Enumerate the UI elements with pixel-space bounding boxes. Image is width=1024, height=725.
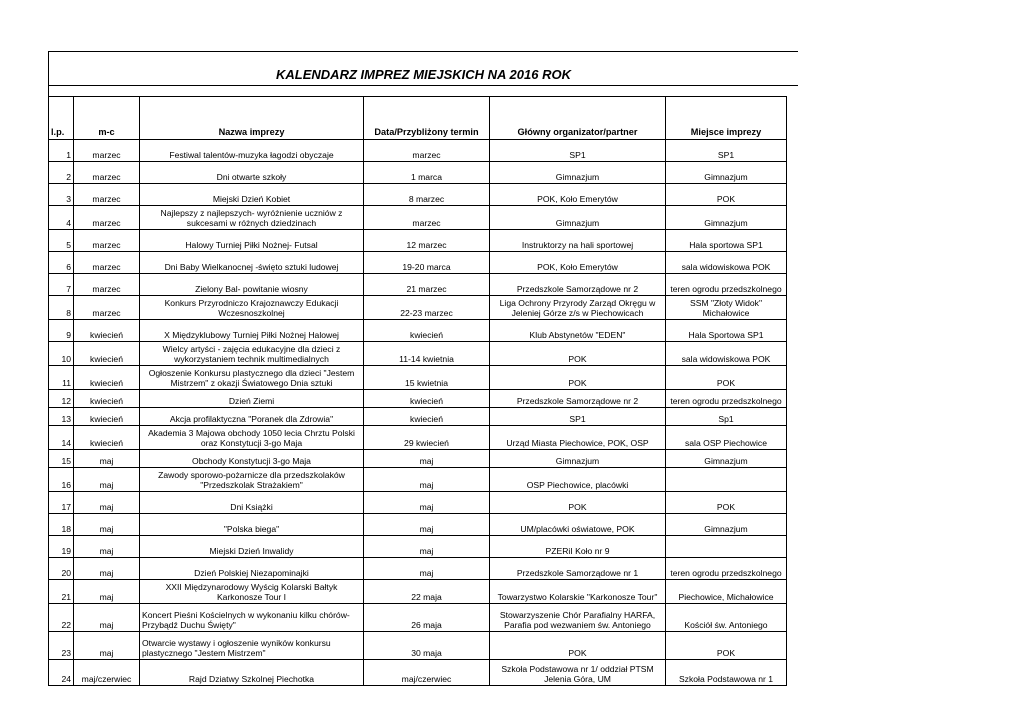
table-row xyxy=(49,296,787,320)
row-event-name: Akcja profilaktyczna "Poranek dla Zdrowia" xyxy=(140,408,364,426)
row-number: 14 xyxy=(49,426,74,450)
row-month: maj xyxy=(74,450,140,468)
row-date: 26 maja xyxy=(364,604,490,632)
row-organizer: Liga Ochrony Przyrody Zarząd Okręgu w Jeleniej Górze z/s w Piechowicach xyxy=(490,296,666,320)
row-month: marzec xyxy=(74,274,140,296)
row-place: POK xyxy=(666,492,787,514)
row-number: 5 xyxy=(49,230,74,252)
header-place: Miejsce imprezy xyxy=(666,97,787,140)
table-row xyxy=(49,604,787,632)
table-row xyxy=(49,206,787,230)
row-organizer: Gimnazjum xyxy=(490,450,666,468)
row-event-name: Miejski Dzień Kobiet xyxy=(140,184,364,206)
row-organizer: Przedszkole Samorządowe nr 2 xyxy=(490,390,666,408)
row-event-name: Zielony Bal- powitanie wiosny xyxy=(140,274,364,296)
table-header-row xyxy=(49,97,787,140)
row-organizer: POK, Koło Emerytów xyxy=(490,252,666,274)
row-organizer: Gimnazjum xyxy=(490,162,666,184)
row-organizer: Klub Abstynetów "EDEN" xyxy=(490,320,666,342)
row-date: 29 kwiecień xyxy=(364,426,490,450)
row-number: 21 xyxy=(49,580,74,604)
row-place: POK xyxy=(666,632,787,660)
header-date: Data/Przybliżony termin xyxy=(364,97,490,140)
row-event-name: Wielcy artyści - zajęcia edukacyjne dla dzieci z wykorzystaniem technik multimedialnych xyxy=(140,342,364,366)
row-event-name: Obchody Konstytucji 3-go Maja xyxy=(140,450,364,468)
row-month: marzec xyxy=(74,252,140,274)
row-event-name: Konkurs Przyrodniczo Krajoznawczy Edukacji Wczesnoszkolnej xyxy=(140,296,364,320)
table-row xyxy=(49,660,787,686)
row-number: 9 xyxy=(49,320,74,342)
spacer-row xyxy=(48,86,798,96)
row-organizer: POK xyxy=(490,342,666,366)
row-place: Hala Sportowa SP1 xyxy=(666,320,787,342)
row-date: 22-23 marzec xyxy=(364,296,490,320)
table-row xyxy=(49,536,787,558)
row-number: 22 xyxy=(49,604,74,632)
row-place: Gimnazjum xyxy=(666,162,787,184)
row-organizer: Instruktorzy na hali sportowej xyxy=(490,230,666,252)
row-date: maj xyxy=(364,492,490,514)
row-month: maj xyxy=(74,514,140,536)
row-event-name: "Polska biega" xyxy=(140,514,364,536)
table-row xyxy=(49,390,787,408)
row-place: Sp1 xyxy=(666,408,787,426)
row-event-name: Koncert Pieśni Kościelnych w wykonaniu kilku chórów- Przybądź Duchu Święty" xyxy=(140,604,364,632)
row-place: teren ogrodu przedszkolnego xyxy=(666,390,787,408)
row-month: kwiecień xyxy=(74,426,140,450)
row-place xyxy=(666,536,787,558)
row-place: Gimnazjum xyxy=(666,450,787,468)
table-row xyxy=(49,580,787,604)
row-date: 30 maja xyxy=(364,632,490,660)
row-event-name: Miejski Dzień Inwalidy xyxy=(140,536,364,558)
row-organizer: POK xyxy=(490,492,666,514)
row-place: teren ogrodu przedszkolnego xyxy=(666,274,787,296)
row-number: 3 xyxy=(49,184,74,206)
row-number: 11 xyxy=(49,366,74,390)
row-number: 6 xyxy=(49,252,74,274)
row-organizer: OSP Piechowice, placówki xyxy=(490,468,666,492)
table-row xyxy=(49,162,787,184)
table-row xyxy=(49,274,787,296)
row-number: 8 xyxy=(49,296,74,320)
row-date: marzec xyxy=(364,206,490,230)
table-row xyxy=(49,492,787,514)
row-month: maj xyxy=(74,604,140,632)
row-organizer: Przedszkole Samorządowe nr 2 xyxy=(490,274,666,296)
row-event-name: Zawody sporowo-pożarnicze dla przedszkolaków "Przedszkolak Strażakiem" xyxy=(140,468,364,492)
row-month: maj xyxy=(74,492,140,514)
row-date: kwiecień xyxy=(364,408,490,426)
row-number: 7 xyxy=(49,274,74,296)
row-organizer: Towarzystwo Kolarskie "Karkonosze Tour" xyxy=(490,580,666,604)
row-event-name: Halowy Turniej Piłki Nożnej- Futsal xyxy=(140,230,364,252)
row-place: Gimnazjum xyxy=(666,514,787,536)
row-month: kwiecień xyxy=(74,366,140,390)
row-organizer: POK xyxy=(490,632,666,660)
row-place: sala widowiskowa POK xyxy=(666,252,787,274)
row-date: maj/czerwiec xyxy=(364,660,490,686)
row-date: 22 maja xyxy=(364,580,490,604)
row-number: 17 xyxy=(49,492,74,514)
row-month: maj xyxy=(74,468,140,492)
row-event-name: Dzień Ziemi xyxy=(140,390,364,408)
row-number: 18 xyxy=(49,514,74,536)
row-event-name: XXII Międzynarodowy Wyścig Kolarski Bałtyk Karkonosze Tour I xyxy=(140,580,364,604)
row-number: 12 xyxy=(49,390,74,408)
row-month: marzec xyxy=(74,230,140,252)
header-month: m-c xyxy=(74,97,140,140)
row-organizer: UM/placówki oświatowe, POK xyxy=(490,514,666,536)
table-row xyxy=(49,408,787,426)
row-date: kwiecień xyxy=(364,320,490,342)
row-event-name: Dni Książki xyxy=(140,492,364,514)
row-month: marzec xyxy=(74,162,140,184)
row-month: kwiecień xyxy=(74,390,140,408)
row-month: maj xyxy=(74,580,140,604)
row-place xyxy=(666,468,787,492)
row-organizer: SP1 xyxy=(490,140,666,162)
row-date: maj xyxy=(364,558,490,580)
row-number: 19 xyxy=(49,536,74,558)
row-event-name: Dzień Polskiej Niezapominajki xyxy=(140,558,364,580)
row-place: Piechowice, Michałowice xyxy=(666,580,787,604)
table-row xyxy=(49,366,787,390)
table-row xyxy=(49,426,787,450)
row-month: marzec xyxy=(74,206,140,230)
row-number: 20 xyxy=(49,558,74,580)
row-number: 4 xyxy=(49,206,74,230)
row-place: teren ogrodu przedszkolnego xyxy=(666,558,787,580)
row-month: marzec xyxy=(74,140,140,162)
header-lp: l.p. xyxy=(49,97,74,140)
table-row xyxy=(49,514,787,536)
header-event-name: Nazwa imprezy xyxy=(140,97,364,140)
row-date: 12 marzec xyxy=(364,230,490,252)
row-month: maj xyxy=(74,558,140,580)
row-month: marzec xyxy=(74,184,140,206)
table-row xyxy=(49,184,787,206)
row-place: SP1 xyxy=(666,140,787,162)
row-organizer: Szkoła Podstawowa nr 1/ oddział PTSM Jelenia Góra, UM xyxy=(490,660,666,686)
row-number: 16 xyxy=(49,468,74,492)
table-row xyxy=(49,558,787,580)
row-organizer: Stowarzyszenie Chór Parafialny HARFA, Parafia pod wezwaniem św. Antoniego xyxy=(490,604,666,632)
row-date: 11-14 kwietnia xyxy=(364,342,490,366)
row-date: kwiecień xyxy=(364,390,490,408)
row-organizer: Przedszkole Samorządowe nr 1 xyxy=(490,558,666,580)
row-date: maj xyxy=(364,450,490,468)
row-month: kwiecień xyxy=(74,408,140,426)
table-row xyxy=(49,230,787,252)
row-event-name: Festiwal talentów-muzyka łagodzi obyczaje xyxy=(140,140,364,162)
row-organizer: PZERiI Koło nr 9 xyxy=(490,536,666,558)
table-row xyxy=(49,468,787,492)
row-date: marzec xyxy=(364,140,490,162)
row-event-name: Dni Baby Wielkanocnej -święto sztuki ludowej xyxy=(140,252,364,274)
row-organizer: SP1 xyxy=(490,408,666,426)
header-organizer: Główny organizator/partner xyxy=(490,97,666,140)
row-date: 21 marzec xyxy=(364,274,490,296)
row-place: POK xyxy=(666,366,787,390)
row-date: 8 marzec xyxy=(364,184,490,206)
row-organizer: Urząd Miasta Piechowice, POK, OSP xyxy=(490,426,666,450)
row-date: 1 marca xyxy=(364,162,490,184)
row-month: kwiecień xyxy=(74,320,140,342)
row-event-name: Dni otwarte szkoły xyxy=(140,162,364,184)
row-number: 24 xyxy=(49,660,74,686)
row-month: maj xyxy=(74,632,140,660)
row-organizer: POK xyxy=(490,366,666,390)
row-place: Kościół św. Antoniego xyxy=(666,604,787,632)
title-row xyxy=(48,51,798,86)
table-row xyxy=(49,450,787,468)
row-number: 15 xyxy=(49,450,74,468)
row-place: Szkoła Podstawowa nr 1 xyxy=(666,660,787,686)
row-place: Gimnazjum xyxy=(666,206,787,230)
row-event-name: Ogłoszenie Konkursu plastycznego dla dzieci "Jestem Mistrzem" z okazji Światowego Dnia sztuki xyxy=(140,366,364,390)
document-title: KALENDARZ IMPREZ MIEJSKICH NA 2016 ROK xyxy=(276,67,571,82)
row-place: sala widowiskowa POK xyxy=(666,342,787,366)
row-organizer: POK, Koło Emerytów xyxy=(490,184,666,206)
table-row xyxy=(49,252,787,274)
row-organizer: Gimnazjum xyxy=(490,206,666,230)
row-number: 2 xyxy=(49,162,74,184)
row-month: kwiecień xyxy=(74,342,140,366)
row-number: 13 xyxy=(49,408,74,426)
row-month: maj xyxy=(74,536,140,558)
row-date: 19-20 marca xyxy=(364,252,490,274)
row-event-name: Rajd Dziatwy Szkolnej Piechotka xyxy=(140,660,364,686)
row-date: maj xyxy=(364,468,490,492)
row-event-name: Akademia 3 Majowa obchody 1050 lecia Chrztu Polski oraz Konstytucji 3-go Maja xyxy=(140,426,364,450)
row-event-name: X Międzyklubowy Turniej Piłki Nożnej Halowej xyxy=(140,320,364,342)
row-place: SSM "Złoty Widok" Michałowice xyxy=(666,296,787,320)
row-place: sala OSP Piechowice xyxy=(666,426,787,450)
row-number: 1 xyxy=(49,140,74,162)
row-date: maj xyxy=(364,514,490,536)
row-place: POK xyxy=(666,184,787,206)
row-month: maj/czerwiec xyxy=(74,660,140,686)
events-table xyxy=(48,96,787,686)
table-row xyxy=(49,632,787,660)
row-number: 10 xyxy=(49,342,74,366)
row-date: maj xyxy=(364,536,490,558)
row-month: marzec xyxy=(74,296,140,320)
row-place: Hala sportowa SP1 xyxy=(666,230,787,252)
row-event-name: Otwarcie wystawy i ogłoszenie wyników konkursu plastycznego "Jestem Mistrzem" xyxy=(140,632,364,660)
row-date: 15 kwietnia xyxy=(364,366,490,390)
table-row xyxy=(49,140,787,162)
row-event-name: Najlepszy z najlepszych- wyróżnienie uczniów z sukcesami w różnych dziedzinach xyxy=(140,206,364,230)
table-row xyxy=(49,342,787,366)
row-number: 23 xyxy=(49,632,74,660)
table-row xyxy=(49,320,787,342)
